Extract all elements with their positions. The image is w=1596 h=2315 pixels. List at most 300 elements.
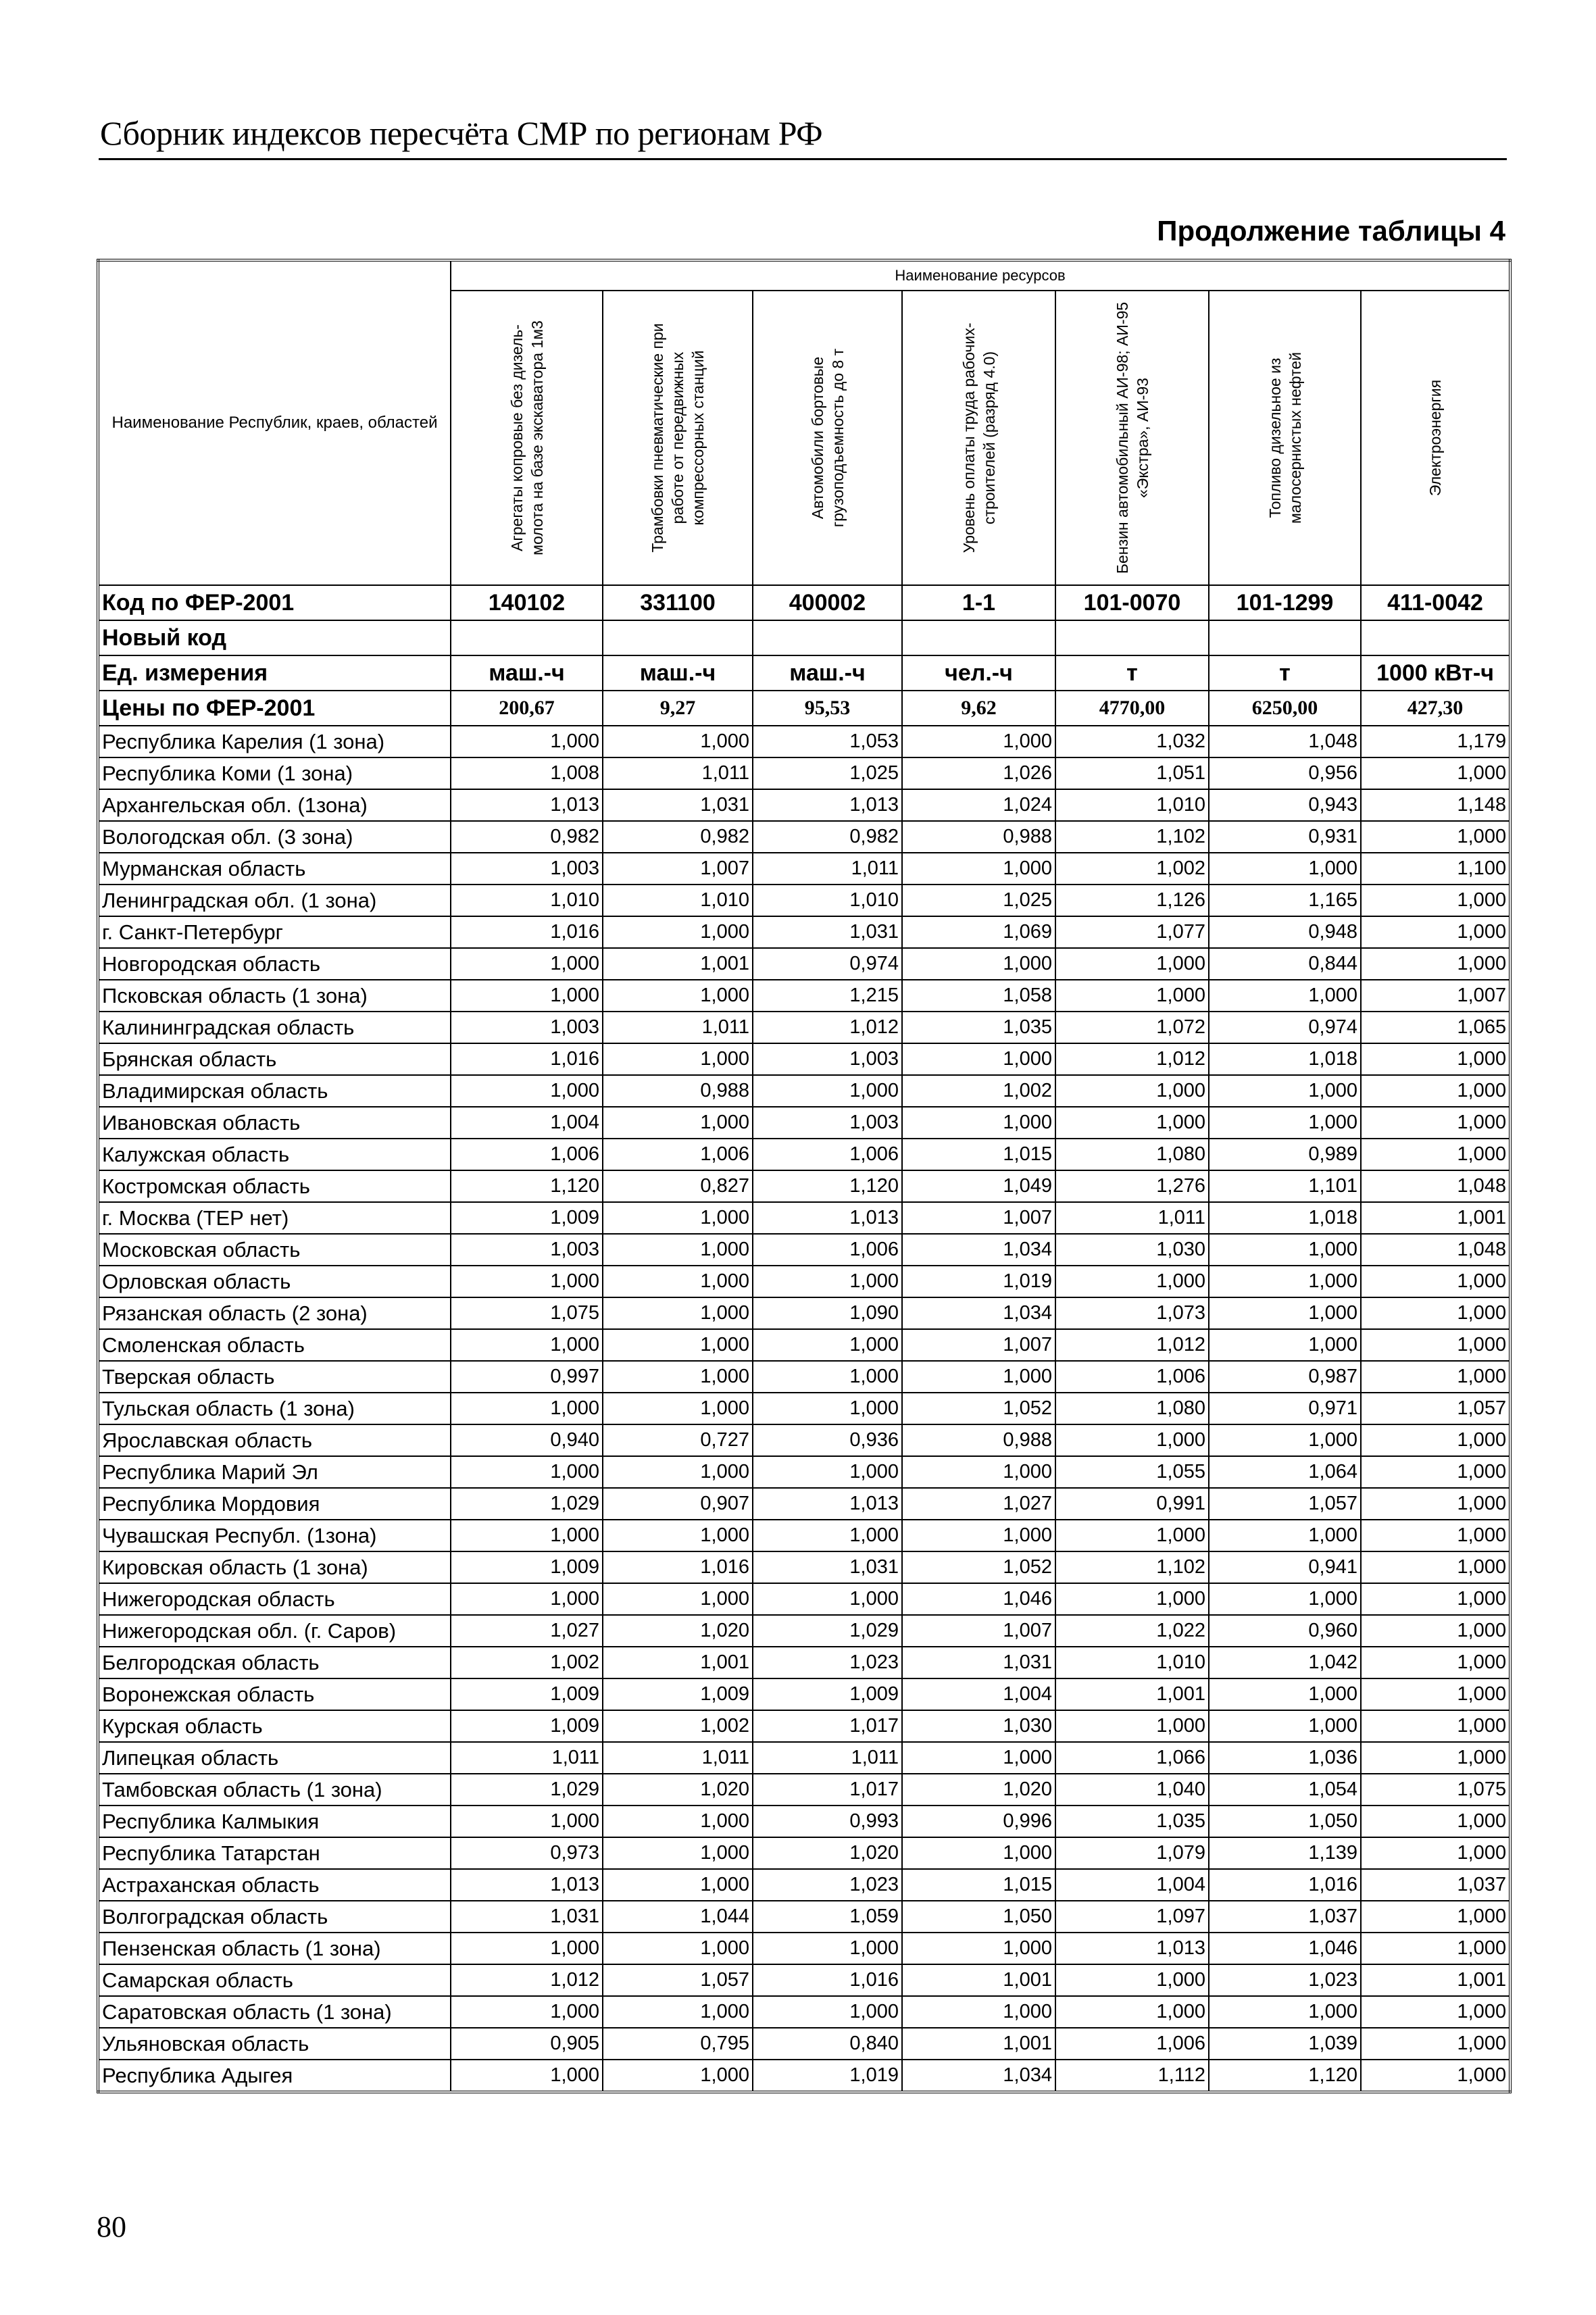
index-value: 1,007 (902, 1615, 1055, 1647)
table-row (98, 1964, 1510, 1996)
index-value: 1,031 (902, 1647, 1055, 1678)
index-value: 0,982 (451, 821, 603, 853)
index-value: 1,007 (902, 1329, 1055, 1361)
info-cell: 6250,00 (1209, 691, 1361, 726)
info-cell: чел.-ч (902, 655, 1055, 691)
index-value: 1,000 (1055, 1996, 1209, 2028)
index-value: 1,080 (1055, 1139, 1209, 1170)
index-value: 0,931 (1209, 821, 1361, 853)
index-value: 1,016 (603, 1551, 753, 1583)
index-value: 1,001 (603, 948, 753, 980)
info-cell: 331100 (603, 585, 753, 620)
index-value: 1,000 (1209, 1107, 1361, 1139)
index-value: 1,097 (1055, 1901, 1209, 1933)
resource-header-gasoline: Бензин автомобильный АИ-98; АИ-95 «Экстра», АИ-93 (1055, 291, 1209, 585)
region-name: Пензенская область (1 зона) (98, 1933, 451, 1964)
index-value: 1,000 (902, 948, 1055, 980)
index-value: 1,016 (753, 1964, 902, 1996)
info-cell: 1-1 (902, 585, 1055, 620)
info-cell: 101-0070 (1055, 585, 1209, 620)
index-value: 1,023 (753, 1647, 902, 1678)
region-name: Калужская область (98, 1139, 451, 1170)
index-value: 0,988 (902, 1424, 1055, 1456)
index-value: 1,000 (1361, 1043, 1510, 1075)
index-value: 1,007 (1361, 980, 1510, 1012)
table-row (98, 1393, 1510, 1424)
info-cell (902, 620, 1055, 655)
index-value: 1,051 (1055, 757, 1209, 789)
table-row (98, 757, 1510, 789)
index-value: 1,120 (753, 1170, 902, 1202)
regional-index-table (97, 259, 1512, 2093)
index-value: 1,000 (451, 948, 603, 980)
index-value: 1,102 (1055, 821, 1209, 853)
index-value: 1,000 (1361, 1520, 1510, 1551)
index-value: 1,022 (1055, 1615, 1209, 1647)
index-value: 1,017 (753, 1774, 902, 1806)
index-value: 1,004 (1055, 1869, 1209, 1901)
info-row-label: Ед. измерения (98, 655, 451, 691)
table-row (98, 1170, 1510, 1202)
index-value: 1,050 (902, 1901, 1055, 1933)
info-cell (1361, 620, 1510, 655)
index-value: 1,000 (1055, 1583, 1209, 1615)
table-row (98, 1075, 1510, 1107)
index-value: 1,000 (1209, 1424, 1361, 1456)
table-row (98, 1424, 1510, 1456)
index-value: 1,011 (603, 1012, 753, 1043)
region-name: Республика Адыгея (98, 2060, 451, 2092)
table-row (98, 1647, 1510, 1678)
index-value: 1,000 (451, 1075, 603, 1107)
index-value: 0,844 (1209, 948, 1361, 980)
header-divider (99, 158, 1507, 160)
index-value: 1,017 (753, 1710, 902, 1742)
region-name: Смоленская область (98, 1329, 451, 1361)
info-cell: 9,27 (603, 691, 753, 726)
region-name: Липецкая область (98, 1742, 451, 1774)
index-value: 1,000 (603, 1520, 753, 1551)
table-row (98, 916, 1510, 948)
index-value: 1,000 (1209, 1520, 1361, 1551)
region-name: Нижегородская область (98, 1583, 451, 1615)
index-value: 1,016 (1209, 1869, 1361, 1901)
index-value: 1,000 (603, 1361, 753, 1393)
index-value: 1,000 (451, 1806, 603, 1837)
index-value: 0,971 (1209, 1393, 1361, 1424)
index-value: 0,948 (1209, 916, 1361, 948)
index-value: 1,000 (1361, 1901, 1510, 1933)
index-value: 1,019 (753, 2060, 902, 2092)
index-value: 0,727 (603, 1424, 753, 1456)
table-row (98, 853, 1510, 885)
index-value: 1,001 (603, 1647, 753, 1678)
region-name: Самарская область (98, 1964, 451, 1996)
index-value: 1,031 (603, 789, 753, 821)
index-value: 1,007 (902, 1202, 1055, 1234)
index-value: 1,112 (1055, 2060, 1209, 2092)
index-value: 1,000 (1361, 1297, 1510, 1329)
region-column-header: Наименование Республик, краев, областей (98, 260, 451, 585)
index-value: 1,011 (451, 1742, 603, 1774)
index-value: 1,000 (1055, 1424, 1209, 1456)
index-value: 1,000 (1209, 853, 1361, 885)
index-value: 0,996 (902, 1806, 1055, 1837)
table-row (98, 1583, 1510, 1615)
index-value: 1,000 (1361, 1488, 1510, 1520)
region-name: Республика Татарстан (98, 1837, 451, 1869)
index-value: 1,000 (603, 2060, 753, 2092)
index-value: 1,000 (603, 1806, 753, 1837)
index-value: 1,050 (1209, 1806, 1361, 1837)
index-value: 0,991 (1055, 1488, 1209, 1520)
region-name: Республика Калмыкия (98, 1806, 451, 1837)
index-value: 1,025 (902, 885, 1055, 916)
index-value: 1,052 (902, 1393, 1055, 1424)
index-value: 1,029 (451, 1488, 603, 1520)
table-row (98, 1710, 1510, 1742)
index-value: 1,000 (1361, 916, 1510, 948)
region-name: Вологодская обл. (3 зона) (98, 821, 451, 853)
index-value: 1,009 (451, 1551, 603, 1583)
region-name: Архангельская обл. (1зона) (98, 789, 451, 821)
region-name: Рязанская область (2 зона) (98, 1297, 451, 1329)
index-value: 1,006 (451, 1139, 603, 1170)
index-value: 1,000 (902, 1520, 1055, 1551)
index-value: 0,940 (451, 1424, 603, 1456)
index-value: 1,064 (1209, 1456, 1361, 1488)
resource-header-pile-drivers: Агрегаты копровые без дизель-молота на базе экскаватора 1м3 (451, 291, 603, 585)
index-value: 1,040 (1055, 1774, 1209, 1806)
index-value: 1,012 (1055, 1043, 1209, 1075)
info-row (98, 585, 1510, 620)
index-value: 1,027 (902, 1488, 1055, 1520)
index-value: 1,015 (902, 1139, 1055, 1170)
region-name: Ульяновская область (98, 2028, 451, 2060)
index-value: 1,000 (1209, 1996, 1361, 2028)
index-value: 1,027 (451, 1615, 603, 1647)
table-row (98, 1456, 1510, 1488)
table-row (98, 1488, 1510, 1520)
table-row (98, 1202, 1510, 1234)
index-value: 1,057 (1361, 1393, 1510, 1424)
table-row (98, 1551, 1510, 1583)
index-value: 1,030 (1055, 1234, 1209, 1266)
index-value: 1,000 (451, 1456, 603, 1488)
region-name: Воронежская область (98, 1678, 451, 1710)
index-value: 1,000 (603, 1234, 753, 1266)
index-value: 1,015 (902, 1869, 1055, 1901)
index-value: 1,000 (603, 1869, 753, 1901)
index-value: 1,023 (753, 1869, 902, 1901)
table-row (98, 821, 1510, 853)
index-value: 1,000 (902, 726, 1055, 757)
info-cell: маш.-ч (603, 655, 753, 691)
index-value: 1,000 (451, 1329, 603, 1361)
info-cell: 411-0042 (1361, 585, 1510, 620)
index-value: 1,139 (1209, 1837, 1361, 1869)
index-value: 1,000 (902, 1361, 1055, 1393)
index-value: 1,000 (1209, 1710, 1361, 1742)
region-name: Саратовская область (1 зона) (98, 1996, 451, 2028)
region-name: Ярославская область (98, 1424, 451, 1456)
index-value: 1,048 (1361, 1234, 1510, 1266)
region-name: Кировская область (1 зона) (98, 1551, 451, 1583)
table-row (98, 1615, 1510, 1647)
index-value: 1,011 (753, 853, 902, 885)
index-value: 1,000 (1361, 1456, 1510, 1488)
index-value: 0,982 (603, 821, 753, 853)
index-value: 1,102 (1055, 1551, 1209, 1583)
index-value: 1,003 (451, 1012, 603, 1043)
index-value: 1,000 (753, 1583, 902, 1615)
index-value: 1,120 (451, 1170, 603, 1202)
region-name: Владимирская область (98, 1075, 451, 1107)
index-value: 1,000 (603, 1933, 753, 1964)
index-value: 1,000 (753, 1520, 902, 1551)
index-value: 0,956 (1209, 757, 1361, 789)
index-value: 1,000 (1361, 1551, 1510, 1583)
index-value: 1,000 (1361, 948, 1510, 980)
index-value: 1,000 (451, 1933, 603, 1964)
index-value: 1,000 (603, 1107, 753, 1139)
index-value: 1,126 (1055, 885, 1209, 916)
index-value: 1,020 (753, 1837, 902, 1869)
index-value: 1,000 (1361, 1742, 1510, 1774)
index-value: 1,023 (1209, 1964, 1361, 1996)
info-row-label: Код по ФЕР-2001 (98, 585, 451, 620)
table-row (98, 1933, 1510, 1964)
index-value: 1,010 (451, 885, 603, 916)
index-value: 1,079 (1055, 1837, 1209, 1869)
index-value: 1,029 (753, 1615, 902, 1647)
index-value: 1,013 (753, 1488, 902, 1520)
table-row (98, 980, 1510, 1012)
table-row (98, 1266, 1510, 1297)
index-value: 1,000 (1361, 1678, 1510, 1710)
index-value: 1,000 (603, 1996, 753, 2028)
index-value: 1,036 (1209, 1742, 1361, 1774)
index-value: 1,000 (1055, 1075, 1209, 1107)
index-value: 1,031 (451, 1901, 603, 1933)
index-value: 1,034 (902, 2060, 1055, 2092)
index-value: 1,000 (603, 1583, 753, 1615)
index-value: 1,000 (603, 1837, 753, 1869)
region-name: Ивановская область (98, 1107, 451, 1139)
region-name: Брянская область (98, 1043, 451, 1075)
index-value: 1,000 (1361, 2028, 1510, 2060)
index-value: 1,006 (1055, 2028, 1209, 2060)
index-value: 1,000 (1055, 1710, 1209, 1742)
index-value: 1,000 (1055, 948, 1209, 980)
index-value: 1,000 (603, 1202, 753, 1234)
index-value: 1,058 (902, 980, 1055, 1012)
region-name: Волгоградская область (98, 1901, 451, 1933)
index-value: 1,012 (753, 1012, 902, 1043)
index-value: 1,010 (1055, 1647, 1209, 1678)
index-value: 1,010 (1055, 789, 1209, 821)
index-value: 1,016 (451, 916, 603, 948)
index-value: 1,276 (1055, 1170, 1209, 1202)
index-value: 0,988 (603, 1075, 753, 1107)
index-value: 1,035 (1055, 1806, 1209, 1837)
index-value: 1,020 (603, 1774, 753, 1806)
index-value: 0,982 (753, 821, 902, 853)
index-value: 1,000 (1361, 1615, 1510, 1647)
index-value: 1,013 (451, 789, 603, 821)
info-cell: 427,30 (1361, 691, 1510, 726)
table-row (98, 1329, 1510, 1361)
index-value: 1,000 (1209, 1678, 1361, 1710)
index-value: 1,080 (1055, 1393, 1209, 1424)
index-value: 1,000 (1055, 980, 1209, 1012)
table-row (98, 1361, 1510, 1393)
index-value: 0,987 (1209, 1361, 1361, 1393)
resource-header-trucks: Автомобили бортовые грузоподъемность до 8 т (753, 291, 902, 585)
table-row (98, 1869, 1510, 1901)
index-value: 1,057 (1209, 1488, 1361, 1520)
index-value: 1,000 (753, 1361, 902, 1393)
info-cell: 1000 кВт-ч (1361, 655, 1510, 691)
index-value: 1,044 (603, 1901, 753, 1933)
index-value: 1,046 (1209, 1933, 1361, 1964)
index-value: 1,046 (902, 1583, 1055, 1615)
index-value: 1,052 (902, 1551, 1055, 1583)
index-value: 1,037 (1209, 1901, 1361, 1933)
index-value: 1,215 (753, 980, 902, 1012)
index-value: 1,000 (451, 1520, 603, 1551)
index-value: 1,000 (753, 1329, 902, 1361)
region-name: Тульская область (1 зона) (98, 1393, 451, 1424)
table-row (98, 948, 1510, 980)
index-value: 1,034 (902, 1297, 1055, 1329)
page-number: 80 (97, 2210, 126, 2243)
index-value: 1,000 (451, 1266, 603, 1297)
index-value: 1,000 (451, 1393, 603, 1424)
index-value: 1,000 (603, 980, 753, 1012)
index-value: 1,013 (451, 1869, 603, 1901)
index-value: 1,000 (902, 1996, 1055, 2028)
index-value: 1,055 (1055, 1456, 1209, 1488)
index-value: 1,008 (451, 757, 603, 789)
info-row (98, 620, 1510, 655)
index-value: 1,010 (603, 885, 753, 916)
index-value: 1,006 (1055, 1361, 1209, 1393)
index-value: 1,000 (1209, 1297, 1361, 1329)
index-value: 1,010 (753, 885, 902, 916)
index-value: 1,000 (1055, 1266, 1209, 1297)
index-value: 1,000 (902, 1043, 1055, 1075)
index-value: 1,057 (603, 1964, 753, 1996)
index-value: 1,000 (451, 1583, 603, 1615)
index-value: 1,000 (1361, 1139, 1510, 1170)
index-value: 1,016 (451, 1043, 603, 1075)
index-value: 1,090 (753, 1297, 902, 1329)
index-value: 1,029 (451, 1774, 603, 1806)
index-value: 1,148 (1361, 789, 1510, 821)
index-value: 1,000 (1361, 821, 1510, 853)
region-name: Республика Коми (1 зона) (98, 757, 451, 789)
region-name: Республика Марий Эл (98, 1456, 451, 1488)
index-value: 1,100 (1361, 853, 1510, 885)
table-row (98, 1043, 1510, 1075)
resource-header-tampers: Трамбовки пневматические при работе от передвижных компрессорных станций (603, 291, 753, 585)
index-value: 1,020 (902, 1774, 1055, 1806)
index-value: 1,001 (1361, 1202, 1510, 1234)
index-value: 1,000 (753, 1266, 902, 1297)
index-value: 1,000 (1361, 1361, 1510, 1393)
region-name: Костромская область (98, 1170, 451, 1202)
index-value: 1,000 (1209, 1583, 1361, 1615)
info-cell: 140102 (451, 585, 603, 620)
index-value: 0,795 (603, 2028, 753, 2060)
region-name: Мурманская область (98, 853, 451, 885)
index-value: 1,000 (1055, 1964, 1209, 1996)
index-value: 1,073 (1055, 1297, 1209, 1329)
region-name: Московская область (98, 1234, 451, 1266)
index-value: 1,101 (1209, 1170, 1361, 1202)
table-continuation-label: Продолжение таблицы 4 (1157, 215, 1505, 247)
region-name: Орловская область (98, 1266, 451, 1297)
index-value: 1,000 (1361, 1933, 1510, 1964)
index-value: 0,973 (451, 1837, 603, 1869)
index-value: 1,000 (1361, 1266, 1510, 1297)
info-cell: 95,53 (753, 691, 902, 726)
index-value: 0,840 (753, 2028, 902, 2060)
info-row-label: Новый код (98, 620, 451, 655)
info-row (98, 655, 1510, 691)
index-value: 1,066 (1055, 1742, 1209, 1774)
index-value: 1,032 (1055, 726, 1209, 757)
index-value: 1,013 (753, 1202, 902, 1234)
table-row (98, 1520, 1510, 1551)
index-value: 1,000 (451, 1996, 603, 2028)
index-value: 0,988 (902, 821, 1055, 853)
index-value: 0,943 (1209, 789, 1361, 821)
index-value: 1,042 (1209, 1647, 1361, 1678)
region-name: Астраханская область (98, 1869, 451, 1901)
index-value: 1,026 (902, 757, 1055, 789)
resource-header-diesel: Топливо дизельное из малосернистых нефтей (1209, 291, 1361, 585)
index-value: 0,907 (603, 1488, 753, 1520)
index-value: 1,000 (1361, 2060, 1510, 2092)
resources-group-header: Наименование ресурсов (451, 260, 1510, 291)
region-name: Тамбовская область (1 зона) (98, 1774, 451, 1806)
index-value: 0,989 (1209, 1139, 1361, 1170)
index-value: 1,031 (753, 916, 902, 948)
index-value: 1,000 (603, 1393, 753, 1424)
table-row (98, 1837, 1510, 1869)
index-value: 1,048 (1361, 1170, 1510, 1202)
index-value: 1,000 (902, 1742, 1055, 1774)
index-value: 1,003 (753, 1107, 902, 1139)
index-value: 1,011 (603, 1742, 753, 1774)
index-value: 1,000 (1361, 757, 1510, 789)
index-value: 1,002 (1055, 853, 1209, 885)
index-value: 1,000 (1055, 1520, 1209, 1551)
index-value: 1,049 (902, 1170, 1055, 1202)
resource-header-electricity: Электроэнергия (1361, 291, 1510, 585)
index-value: 1,037 (1361, 1869, 1510, 1901)
index-value: 1,000 (451, 980, 603, 1012)
info-cell (451, 620, 603, 655)
index-value: 1,034 (902, 1234, 1055, 1266)
index-value: 1,006 (603, 1139, 753, 1170)
index-value: 1,006 (753, 1234, 902, 1266)
index-value: 1,004 (902, 1678, 1055, 1710)
index-value: 1,000 (603, 1043, 753, 1075)
index-value: 0,960 (1209, 1615, 1361, 1647)
